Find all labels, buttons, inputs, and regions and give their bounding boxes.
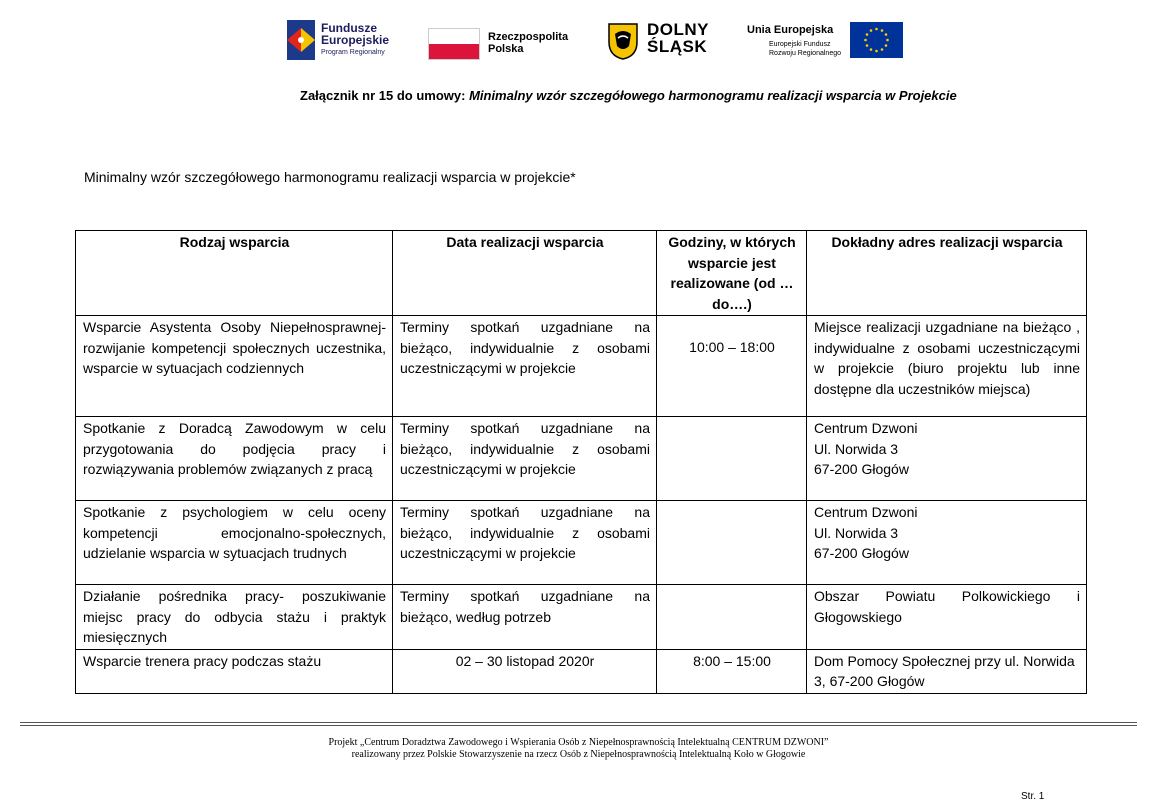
- cell-support-type: Spotkanie z Doradcą Zawodowym w celu przygotowania do podjęcia pracy i rozwiązywania problemów związanych z pracą: [76, 417, 393, 501]
- header-hours: Godziny, w których wsparcie jest realizowane (od … do….): [657, 231, 807, 316]
- footer: [0, 737, 1157, 761]
- cell-date: Terminy spotkań uzgadniane na bieżąco, indywidualnie z osobami uczestniczącymi w projekcie: [393, 501, 657, 585]
- logo-bar: [285, 18, 905, 64]
- eu-stars-icon: [850, 22, 903, 58]
- cell-hours: [657, 585, 807, 650]
- footer-divider: [20, 722, 1137, 723]
- ds-line2: ŚLĄSK: [647, 37, 708, 56]
- polish-flag-icon: [428, 28, 480, 60]
- cell-date: 02 – 30 listopad 2020r: [393, 649, 657, 693]
- ue-sub1: Europejski Fundusz: [769, 41, 831, 48]
- rp-line2: Polska: [488, 43, 524, 55]
- header-support-type: Rodzaj wsparcia: [76, 231, 393, 316]
- table-row: [76, 316, 1087, 417]
- cell-hours: 8:00 – 15:00: [657, 649, 807, 693]
- rzeczpospolita-polska-logo: [428, 18, 598, 64]
- cell-hours: [657, 417, 807, 501]
- unia-europejska-logo: [747, 18, 907, 64]
- cell-hours: [657, 316, 807, 417]
- attachment-label: Załącznik nr 15 do umowy:: [300, 88, 466, 103]
- cell-support-type: Spotkanie z psychologiem w celu oceny kompetencji emocjonalno-społecznych, udzielanie wsparcia w sytuacjach trudnych: [76, 501, 393, 585]
- cell-date: Terminy spotkań uzgadniane na bieżąco, indywidualnie z osobami uczestniczącymi w projekcie: [393, 417, 657, 501]
- table-header-row: [76, 231, 1087, 316]
- cell-support-type: Działanie pośrednika pracy- poszukiwanie miejsc pracy do odbycia stażu i praktyk miesięcznych: [76, 585, 393, 650]
- ue-sub2: Rozwoju Regionalnego: [769, 50, 841, 57]
- ds-line1: DOLNY: [647, 20, 709, 39]
- eagle-crest-icon: [607, 22, 639, 60]
- footer-line2: realizowany przez Polskie Stowarzyszenie na rzecz Osób z Niepełnosprawnością Intelektualną Koło w Głogowie: [351, 749, 806, 760]
- schedule-table: [75, 230, 1087, 694]
- page-number: Str. 1: [1021, 791, 1045, 802]
- hours-value: 10:00 – 18:00: [689, 339, 775, 355]
- rp-line1: Rzeczpospolita: [488, 31, 569, 43]
- fe-line1: Fundusze: [321, 21, 377, 35]
- cell-address: Miejsce realizacji uzgadniane na bieżąco , indywidualne z osobami uczestniczącymi w projekcie (biuro projektu lub inne dostępne dla uczestników miejsca): [807, 316, 1087, 417]
- cell-date: Terminy spotkań uzgadniane na bieżąco, indywidualnie z osobami uczestniczącymi w projekcie: [393, 316, 657, 417]
- table-row: [76, 417, 1087, 501]
- header-date: Data realizacji wsparcia: [393, 231, 657, 316]
- fe-subtitle: Program Regionalny: [321, 49, 385, 56]
- fe-line2: Europejskie: [321, 33, 390, 47]
- cell-address: Centrum Dzwoni Ul. Norwida 3 67-200 Głogów: [807, 417, 1087, 501]
- cell-date: Terminy spotkań uzgadniane na bieżąco, według potrzeb: [393, 585, 657, 650]
- table-row: [76, 649, 1087, 693]
- cell-address: Dom Pomocy Społecznej przy ul. Norwida 3, 67-200 Głogów: [807, 649, 1087, 693]
- cell-support-type: Wsparcie Asystenta Osoby Niepełnosprawnej- rozwijanie kompetencji społecznych uczestnika, wsparcie w sytuacjach codziennych: [76, 316, 393, 417]
- cell-address: Obszar Powiatu Polkowickiego i Głogowskiego: [807, 585, 1087, 650]
- cell-support-type: Wsparcie trenera pracy podczas stażu: [76, 649, 393, 693]
- footer-line1: Projekt „Centrum Doradztwa Zawodowego i Wspierania Osób z Niepełnosprawnością Intelektualną CENTRUM DZWONI”: [328, 737, 829, 748]
- dolny-slask-logo: [607, 18, 727, 64]
- fundusze-europejskie-icon: [285, 18, 317, 62]
- attachment-title: [300, 88, 957, 103]
- fundusze-europejskie-logo: [285, 18, 405, 64]
- table-row: [76, 585, 1087, 650]
- ue-title: Unia Europejska: [747, 24, 834, 36]
- document-subtitle: Minimalny wzór szczegółowego harmonogramu realizacji wsparcia w projekcie*: [84, 169, 576, 185]
- cell-hours: [657, 501, 807, 585]
- eu-flag-icon: [850, 22, 903, 58]
- cell-address: Centrum Dzwoni Ul. Norwida 3 67-200 Głogów: [807, 501, 1087, 585]
- table-row: [76, 501, 1087, 585]
- attachment-name: Minimalny wzór szczegółowego harmonogramu realizacji wsparcia w Projekcie: [469, 88, 957, 103]
- footer-divider-second: [20, 725, 1137, 726]
- header-address: Dokładny adres realizacji wsparcia: [807, 231, 1087, 316]
